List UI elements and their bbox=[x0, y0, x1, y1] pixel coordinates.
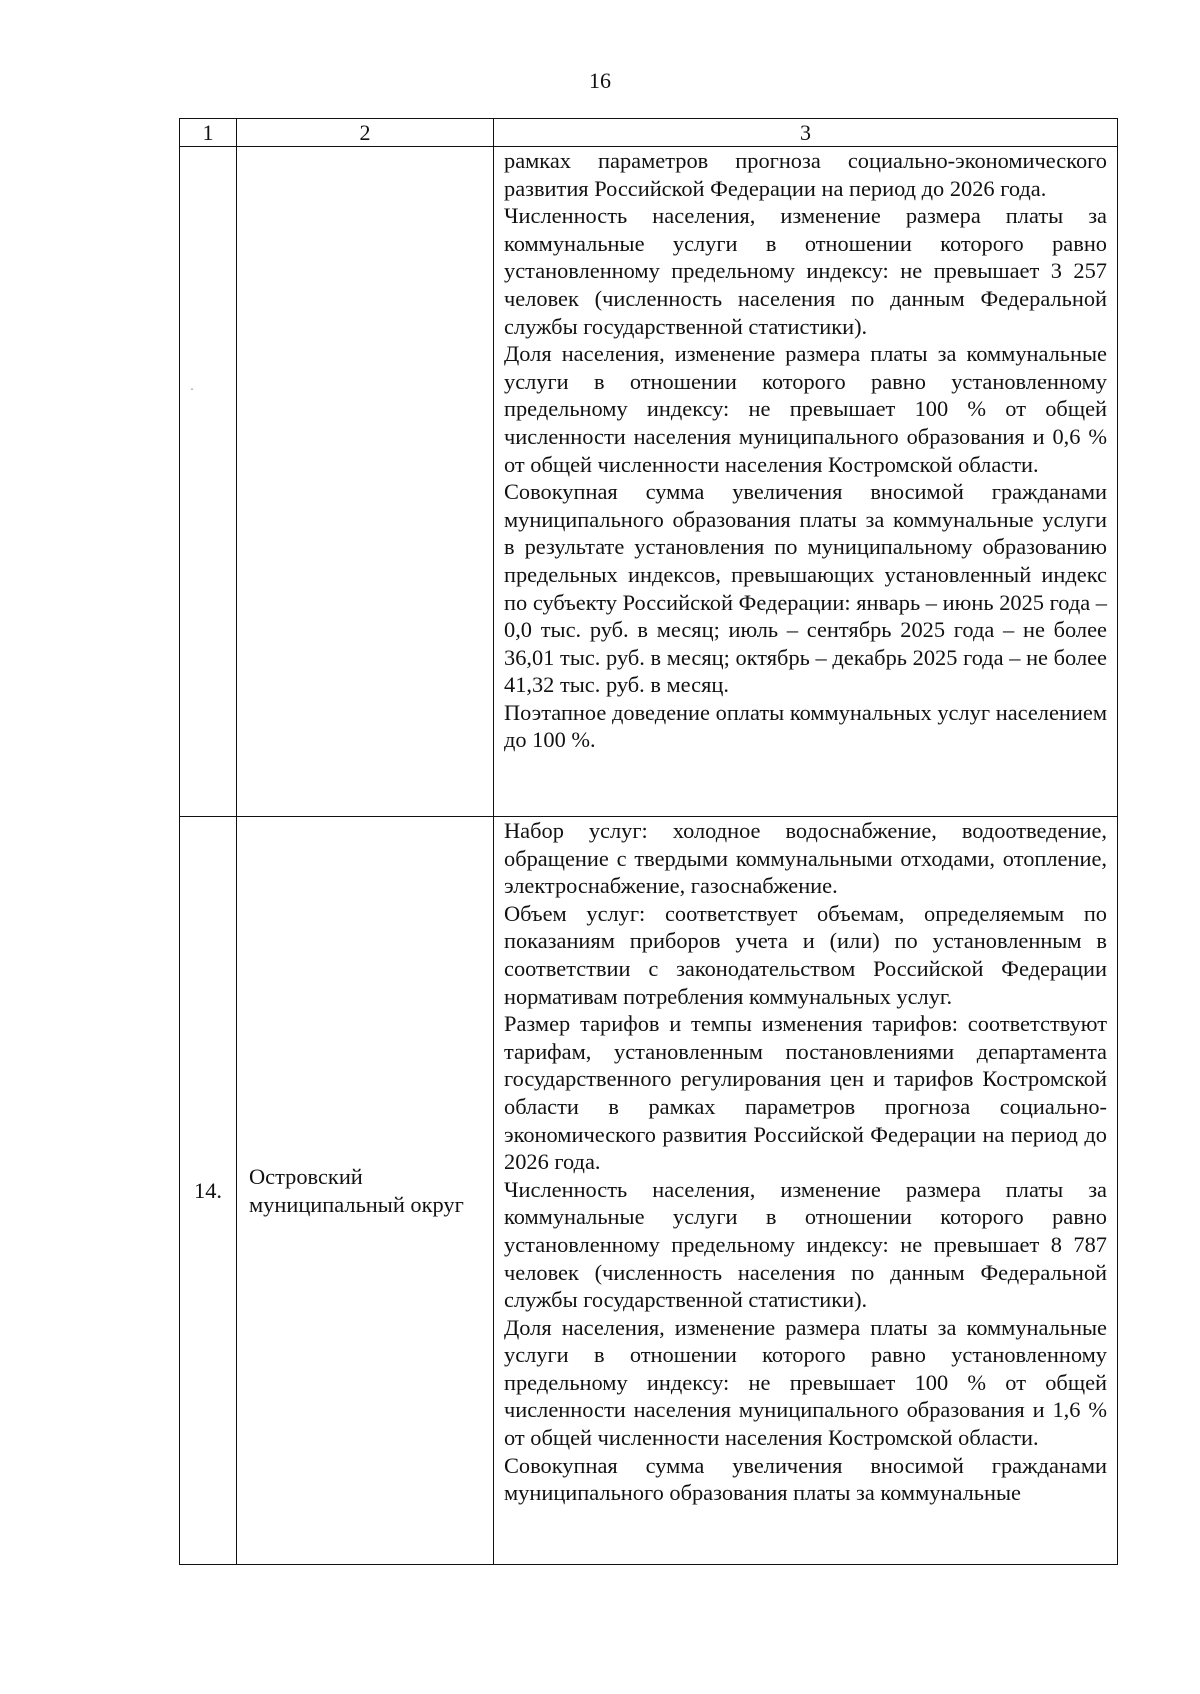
description-paragraph: Доля населения, изменение размера платы за коммунальные услуги в отношении которого равно установленному предельному индексу: не превышает 100 % от общей численности населения муниципального образования и 0,6 % от общей численности населения Костромской области. bbox=[504, 341, 1107, 477]
description-paragraph: Численность населения, изменение размера платы за коммунальные услуги в отношении которого равно установленному предельному индексу: не превышает 8 787 человек (численность населения по данным Федеральной службы государственной статистики). bbox=[504, 1176, 1107, 1313]
description-paragraph: Численность населения, изменение размера платы за коммунальные услуги в отношении которого равно установленному предельному индексу: не превышает 3 257 человек (численность населения по данным Федеральной службы государственной статистики). bbox=[504, 203, 1107, 339]
description-paragraph: Набор услуг: холодное водоснабжение, водоотведение, обращение с твердыми коммунальными отходами, отопление, электроснабжение, газоснабжение. bbox=[504, 818, 1107, 899]
row-number-cell bbox=[180, 147, 237, 817]
municipality-name-cell bbox=[237, 147, 494, 817]
table-row-continuation bbox=[180, 147, 1118, 817]
header-cell-col-2: 2 bbox=[237, 119, 494, 147]
description-paragraph: Совокупная сумма увеличения вносимой гражданами муниципального образования платы за коммунальные bbox=[504, 1452, 1107, 1506]
header-cell-col-1: 1 bbox=[180, 119, 237, 147]
row-number: 14. bbox=[194, 1177, 222, 1203]
indices-table bbox=[179, 118, 1118, 1565]
description-cell bbox=[494, 817, 1118, 1565]
municipality-name: Островский муниципальный округ bbox=[249, 1163, 464, 1217]
page-number: 16 bbox=[589, 68, 611, 93]
municipality-name-cell bbox=[237, 817, 494, 1565]
scan-speck: . bbox=[190, 379, 194, 394]
description-paragraph: Совокупная сумма увеличения вносимой гражданами муниципального образования платы за коммунальные услуги в результате установления по муниципальному образованию предельных индексов, превышающих установленный индекс по субъекту Российской Федерации: январь – июнь 2025 года – 0,0 тыс. руб. в месяц; июль – сентябрь 2025 года – не более 36,01 тыс. руб. в месяц; октябрь – декабрь 2025 года – не более 41,32 тыс. руб. в месяц. bbox=[504, 479, 1107, 698]
description-paragraph: рамках параметров прогноза социально-экономического развития Российской Федерации на период до 2026 года. bbox=[504, 148, 1107, 201]
row-number-cell bbox=[180, 817, 237, 1565]
description-cell bbox=[494, 147, 1118, 817]
table-row-14 bbox=[180, 817, 1118, 1565]
description-paragraph: Объем услуг: соответствует объемам, определяемым по показаниям приборов учета и (или) по установленным в соответствии с законодательством Российской Федерации нормативам потребления коммунальных услуг. bbox=[504, 900, 1107, 1009]
description-paragraph: Размер тарифов и темпы изменения тарифов: соответствуют тарифам, установленным постановлениями департамента государственного регулирования цен и тарифов Костромской области в рамках параметров прогноза социально-экономического развития Российской Федерации на период до 2026 года. bbox=[504, 1011, 1107, 1175]
description-paragraph: Доля населения, изменение размера платы за коммунальные услуги в отношении которого равно установленному предельному индексу: не превышает 100 % от общей численности населения муниципального образования и 1,6 % от общей численности населения Костромской области. bbox=[504, 1314, 1107, 1451]
table-header-row bbox=[180, 119, 1118, 147]
header-cell-col-3: 3 bbox=[494, 119, 1118, 147]
description-paragraph: Поэтапное доведение оплаты коммунальных услуг населением до 100 %. bbox=[504, 699, 1107, 753]
